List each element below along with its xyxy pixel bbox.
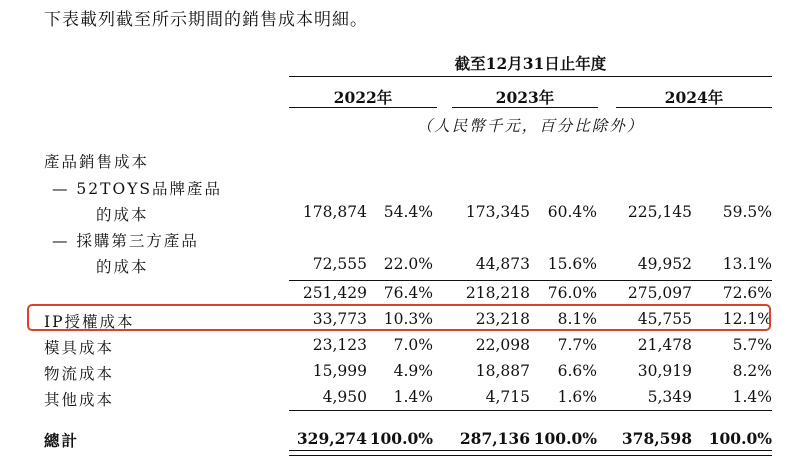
amount-cell: 33,773 bbox=[312, 310, 367, 328]
amount-cell: 4,950 bbox=[322, 388, 367, 406]
amount-cell: 251,429 bbox=[302, 284, 367, 302]
percent-cell: 76.0% bbox=[547, 284, 597, 302]
percent-cell: 8.1% bbox=[557, 310, 597, 328]
row-label: 產品銷售成本 bbox=[44, 153, 150, 171]
percent-cell: 1.6% bbox=[557, 388, 597, 406]
row-label: 物流成本 bbox=[44, 365, 115, 383]
row-label: IP授權成本 bbox=[44, 313, 135, 331]
row-label: 的成本 bbox=[96, 258, 149, 276]
amount-cell: 178,874 bbox=[302, 203, 367, 221]
year-header-2023: 2023年 bbox=[495, 88, 555, 107]
percent-cell: 12.1% bbox=[722, 310, 772, 328]
percent-cell: 100.0% bbox=[369, 429, 433, 448]
percent-cell: 15.6% bbox=[547, 255, 597, 273]
amount-cell: 5,349 bbox=[647, 388, 692, 406]
percent-cell: 100.0% bbox=[708, 429, 772, 448]
amount-cell: 329,274 bbox=[296, 429, 367, 448]
amount-cell: 22,098 bbox=[475, 336, 530, 354]
percent-cell: 60.4% bbox=[547, 203, 597, 221]
amount-cell: 18,887 bbox=[475, 362, 530, 380]
amount-cell: 15,999 bbox=[312, 362, 367, 380]
percent-cell: 5.7% bbox=[732, 336, 772, 354]
row-label: — 52TOYS品牌產品 bbox=[52, 180, 223, 198]
year-header-2022: 2022年 bbox=[333, 88, 393, 107]
percent-cell: 7.7% bbox=[557, 336, 597, 354]
year-header-2024: 2024年 bbox=[664, 88, 724, 107]
percent-cell: 4.9% bbox=[393, 362, 433, 380]
percent-cell: 76.4% bbox=[383, 284, 433, 302]
row-label: — 採購第三方產品 bbox=[52, 232, 199, 250]
percent-cell: 72.6% bbox=[722, 284, 772, 302]
year-rule-2024 bbox=[616, 107, 772, 108]
percent-cell: 13.1% bbox=[722, 255, 772, 273]
amount-cell: 44,873 bbox=[475, 255, 530, 273]
intro-text: 下表載列截至所示期間的銷售成本明細。 bbox=[44, 10, 368, 30]
amount-cell: 173,345 bbox=[465, 203, 530, 221]
unit-note: （人民幣千元，百分比除外） bbox=[416, 117, 645, 135]
percent-cell: 100.0% bbox=[533, 429, 597, 448]
amount-cell: 218,218 bbox=[465, 284, 530, 302]
year-rule-2022 bbox=[289, 107, 437, 108]
row-label: 其他成本 bbox=[44, 391, 115, 409]
amount-cell: 378,598 bbox=[621, 429, 692, 448]
amount-cell: 4,715 bbox=[485, 388, 530, 406]
amount-cell: 45,755 bbox=[637, 310, 692, 328]
amount-cell: 72,555 bbox=[312, 255, 367, 273]
year-rule-2023 bbox=[452, 107, 598, 108]
amount-cell: 21,478 bbox=[637, 336, 692, 354]
total-double-rule bbox=[289, 450, 772, 456]
percent-cell: 54.4% bbox=[383, 203, 433, 221]
percent-cell: 59.5% bbox=[722, 203, 772, 221]
amount-cell: 23,123 bbox=[312, 336, 367, 354]
rule-before-total bbox=[289, 410, 772, 411]
amount-cell: 275,097 bbox=[627, 284, 692, 302]
row-label: 的成本 bbox=[96, 206, 149, 224]
percent-cell: 10.3% bbox=[383, 310, 433, 328]
period-header: 截至12月31日止年度 bbox=[454, 54, 607, 73]
amount-cell: 23,218 bbox=[475, 310, 530, 328]
percent-cell: 1.4% bbox=[732, 388, 772, 406]
amount-cell: 30,919 bbox=[637, 362, 692, 380]
percent-cell: 1.4% bbox=[393, 388, 433, 406]
percent-cell: 22.0% bbox=[383, 255, 433, 273]
rule-before-subtotal bbox=[289, 280, 772, 281]
percent-cell: 8.2% bbox=[732, 362, 772, 380]
row-label: 總計 bbox=[44, 431, 80, 450]
period-header-rule bbox=[289, 76, 772, 77]
amount-cell: 49,952 bbox=[637, 255, 692, 273]
amount-cell: 225,145 bbox=[627, 203, 692, 221]
percent-cell: 6.6% bbox=[557, 362, 597, 380]
ip-license-highlight-box bbox=[27, 304, 771, 331]
amount-cell: 287,136 bbox=[459, 429, 530, 448]
row-label: 模具成本 bbox=[44, 339, 115, 357]
percent-cell: 7.0% bbox=[393, 336, 433, 354]
